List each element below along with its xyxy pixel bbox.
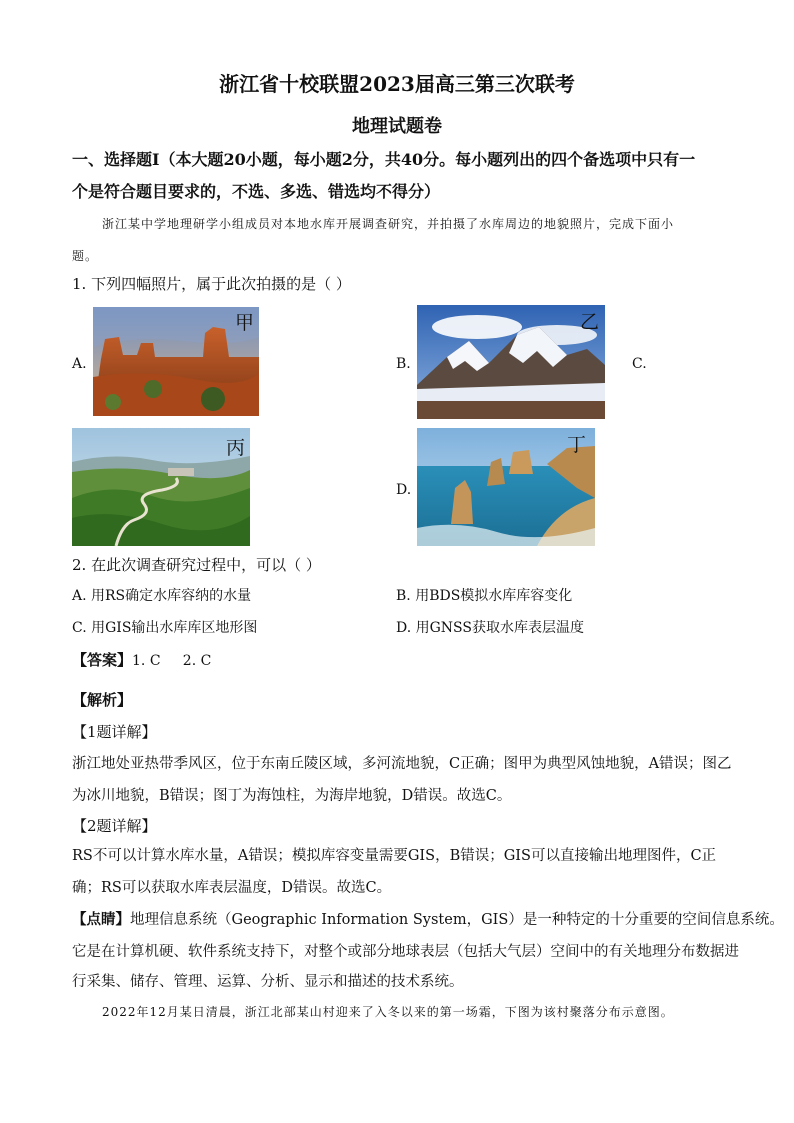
photo-yi-glacier xyxy=(417,305,605,419)
next-intro-line1: 2022年12月某日清晨，浙江北部某山村迎来了入冬以来的第一场霜，下图为该村聚落分布示意图。 xyxy=(102,1005,674,1019)
analysis-q2-line2: 确；RS可以获取水库表层温度，D错误。故选C。 xyxy=(72,880,392,896)
photo-label-bing: 丙 xyxy=(226,437,246,459)
page-title: 浙江省十校联盟2023届高三第三次联考 xyxy=(219,72,575,96)
page-subtitle: 地理试题卷 xyxy=(352,116,442,137)
analysis-q1-line2: 为冰川地貌，B错误；图丁为海蚀柱，为海岸地貌，D错误。故选C。 xyxy=(72,788,512,804)
analysis-q2-line1: RS不可以计算水库水量，A错误；模拟库容变量需要GIS，B错误；GIS可以直接输出地理图件，C正 xyxy=(72,848,717,864)
tip-line2: 它是在计算机硬、软件系统支持下，对整个或部分地球表层（包括大气层）空间中的有关地理分布数据进 xyxy=(72,944,739,960)
q2-option-d: D. 用GNSS获取水库表层温度 xyxy=(396,620,584,636)
analysis-q1-head: 【1题详解】 xyxy=(72,723,157,741)
answer-label: 【答案】 xyxy=(72,651,133,669)
q2-option-c: C. 用GIS输出水库库区地形图 xyxy=(72,620,258,636)
answer-text: 1. C 2. C xyxy=(132,653,212,669)
analysis-label: 【解析】 xyxy=(72,691,133,709)
tip-text-1: 地理信息系统（Geographic Information System，GIS）是一种特定的十分重要的空间信息系统。 xyxy=(130,912,784,928)
section-heading-line2: 个是符合题目要求的，不选、多选、错选均不得分） xyxy=(72,182,441,201)
analysis-q2-head: 【2题详解】 xyxy=(72,817,157,835)
tip-label: 【点睛】 xyxy=(72,911,130,928)
q1-option-b-label: B. xyxy=(396,356,411,372)
q2-option-a: A. 用RS确定水库容纳的水量 xyxy=(72,588,252,604)
photo-label-jia: 甲 xyxy=(235,312,255,334)
tip-line3: 行采集、储存、管理、运算、分析、显示和描述的技术系统。 xyxy=(72,974,464,990)
q2-option-b: B. 用BDS模拟水库库容变化 xyxy=(396,588,573,604)
tip-line1 xyxy=(72,910,784,930)
q1-stem: 1. 下列四幅照片，属于此次拍摄的是（ ） xyxy=(72,275,351,293)
photo-bing-hills xyxy=(72,428,250,546)
answer-line xyxy=(72,650,211,671)
section-heading-line1: 一、选择题Ⅰ（本大题20小题，每小题2分，共40分。每小题列出的四个备选项中只有一 xyxy=(72,150,696,169)
q1-option-a-label: A. xyxy=(72,356,87,372)
analysis-q1-line1: 浙江地处亚热带季风区，位于东南丘陵区域，多河流地貌，C正确；图甲为典型风蚀地貌，A错误；图乙 xyxy=(72,756,732,772)
intro-line2: 题。 xyxy=(72,249,99,263)
q2-stem: 2. 在此次调查研究过程中，可以（ ） xyxy=(72,556,321,574)
q1-option-c-label: C. xyxy=(632,356,647,372)
intro-line1: 浙江某中学地理研学小组成员对本地水库开展调查研究，并拍摄了水库周边的地貌照片，完成下面小 xyxy=(102,217,675,231)
photo-label-yi: 乙 xyxy=(580,311,600,333)
q1-option-d-label: D. xyxy=(396,482,412,498)
photo-label-ding: 丁 xyxy=(567,434,587,456)
